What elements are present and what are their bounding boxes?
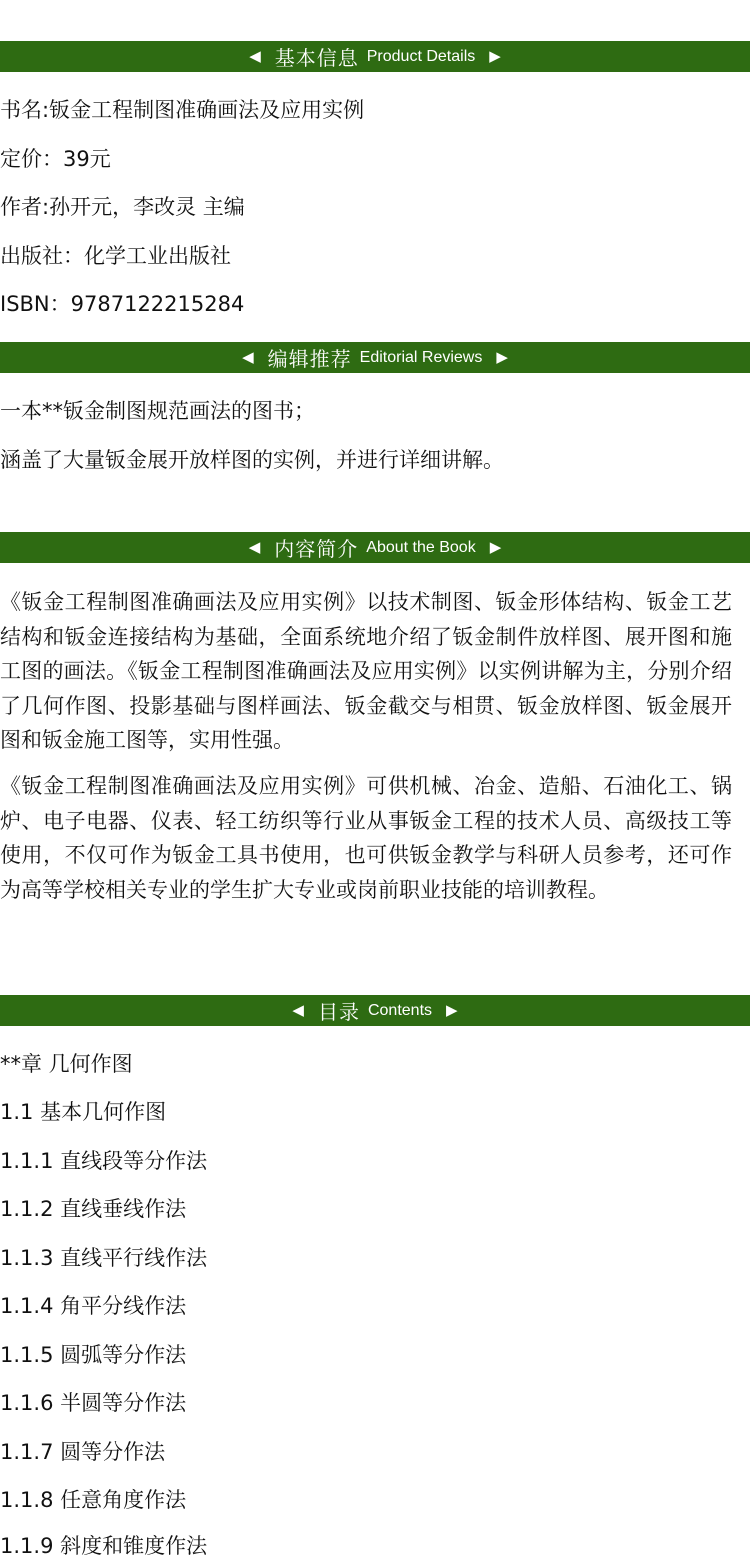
section-title-en: Contents (367, 1001, 433, 1019)
about-paragraph: 《钣金工程制图准确画法及应用实例》可供机械、冶金、造船、石油化工、锅炉、电子电器、仪表、轻工纺织等行业从事钣金工程的技术人员、高级技工等使用，不仅可作为钣金工具书使用，也可供钣金教学与科研人员参考，还可作为高等学校相关专业的学生扩大专业或岗前职业技能的培训教程。 (0, 774, 732, 902)
arrow-right-icon: ▶ (496, 348, 508, 366)
toc-item: 1.1.6 半圆等分作法 (0, 1391, 187, 1415)
editorial-line: 涵盖了大量钣金展开放样图的实例，并进行详细讲解。 (0, 448, 504, 472)
toc-item: 1.1.2 直线垂线作法 (0, 1197, 187, 1221)
section-header-about-the-book (0, 532, 750, 563)
arrow-right-icon: ▶ (489, 538, 502, 556)
toc-item: **章 几何作图 (0, 1052, 133, 1076)
arrow-left-icon: ◀ (292, 1001, 304, 1019)
isbn-field: ISBN：9787122215284 (0, 292, 245, 316)
publisher-field: 出版社：化学工业出版社 (0, 244, 231, 268)
toc-item: 1.1.5 圆弧等分作法 (0, 1343, 187, 1367)
price-field: 定价：39元 (0, 147, 111, 171)
section-title-cn: 编辑推荐 (267, 347, 352, 371)
arrow-left-icon: ◀ (248, 538, 261, 556)
section-header-editorial-reviews (0, 342, 750, 373)
arrow-right-icon: ▶ (489, 47, 501, 65)
editorial-line: 一本**钣金制图规范画法的图书； (0, 399, 315, 423)
section-title-en: Editorial Reviews (359, 348, 483, 366)
toc-item: 1.1.9 斜度和锥度作法 (0, 1534, 208, 1558)
toc-item: 1.1.8 任意角度作法 (0, 1488, 187, 1512)
arrow-right-icon: ▶ (446, 1001, 458, 1019)
section-header-product-details (0, 41, 750, 72)
about-paragraph: 《钣金工程制图准确画法及应用实例》以技术制图、钣金形体结构、钣金工艺结构和钣金连接结构为基础，全面系统地介绍了钣金制件放样图、展开图和施工图的画法。《钣金工程制图准确画法及应用实例》以实例讲解为主，分别介绍了几何作图、投影基础与图样画法、钣金截交与相贯、钣金放样图、钣金展开图和钣金施工图等，实用性强。 (0, 590, 732, 752)
author-field: 作者:孙开元，李改灵 主编 (0, 195, 245, 219)
section-title-cn: 目录 (317, 1000, 360, 1024)
section-title-cn: 内容简介 (274, 537, 359, 561)
arrow-left-icon: ◀ (242, 348, 254, 366)
toc-item: 1.1.1 直线段等分作法 (0, 1149, 208, 1173)
toc-item: 1.1.4 角平分线作法 (0, 1294, 187, 1318)
toc-item: 1.1.3 直线平行线作法 (0, 1246, 208, 1270)
toc-item: 1.1.7 圆等分作法 (0, 1440, 166, 1464)
toc-item: 1.1 基本几何作图 (0, 1100, 167, 1124)
section-title-en: About the Book (366, 538, 476, 556)
book-title-field: 书名:钣金工程制图准确画法及应用实例 (0, 98, 365, 122)
section-title-en: Product Details (366, 47, 476, 65)
arrow-left-icon: ◀ (249, 47, 261, 65)
section-title-cn: 基本信息 (274, 46, 359, 70)
section-header-contents (0, 995, 750, 1026)
